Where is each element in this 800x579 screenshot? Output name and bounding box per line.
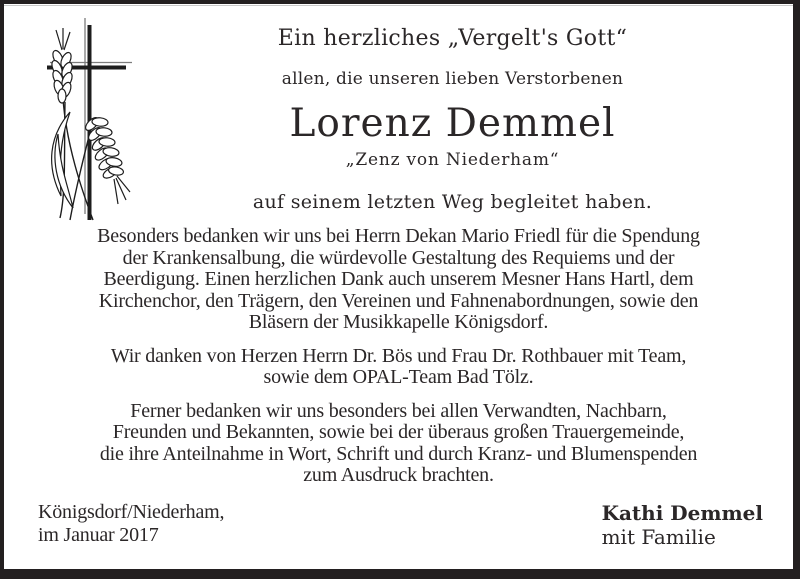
paragraph-doctors: Wir danken von Herzen Herrn Dr. Bös und Frau Dr. Rothbauer mit Team, sowie dem OPAL-Team Bad Tölz. (110, 344, 687, 388)
thanks-paragraphs (4, 226, 793, 487)
intro-line: allen, die unseren lieben Verstorbenen (281, 69, 624, 89)
place-line: Königsdorf/Niederham, (38, 500, 225, 523)
signature (602, 501, 763, 549)
footer-section (4, 487, 793, 549)
signature-name: Kathi Demmel (601, 500, 763, 525)
signature-family: mit Familie (601, 524, 716, 549)
place-date (38, 501, 224, 547)
cross-with-wheat-icon (36, 16, 196, 228)
header-section (112, 4, 793, 214)
date-line: im Januar 2017 (38, 523, 159, 546)
paragraph-clergy: Besonders bedanken wir uns bei Herrn Dekan Mario Friedl für die Spendung der Krankensalbung, die würdevolle Gestaltung des Requiems und der Beerdigung. Einen herzlichen Dank auch unserem Mesner Hans Hartl, dem Kirchenchor, den Trägern, den Vereinen und Fahnenabordnungen, sowie den Bläsern der Musikkapelle Königsdorf. (97, 225, 700, 333)
closing-line: auf seinem letzten Weg begleitet haben. (252, 191, 653, 213)
thanks-heading: Ein herzliches „Vergelt's Gott“ (277, 26, 628, 51)
paragraph-community: Ferner bedanken wir uns besonders bei allen Verwandten, Nachbarn, Freunden und Bekannten, sowie bei der überaus großen Trauergemeinde, die ihre Anteilnahme in Wort, Schrift und durch Kranz- und Blumenspenden zum Ausdruck brachten. (99, 399, 698, 486)
deceased-name: Lorenz Demmel (289, 101, 616, 146)
deceased-nickname: „Zenz von Niederham“ (345, 150, 560, 170)
